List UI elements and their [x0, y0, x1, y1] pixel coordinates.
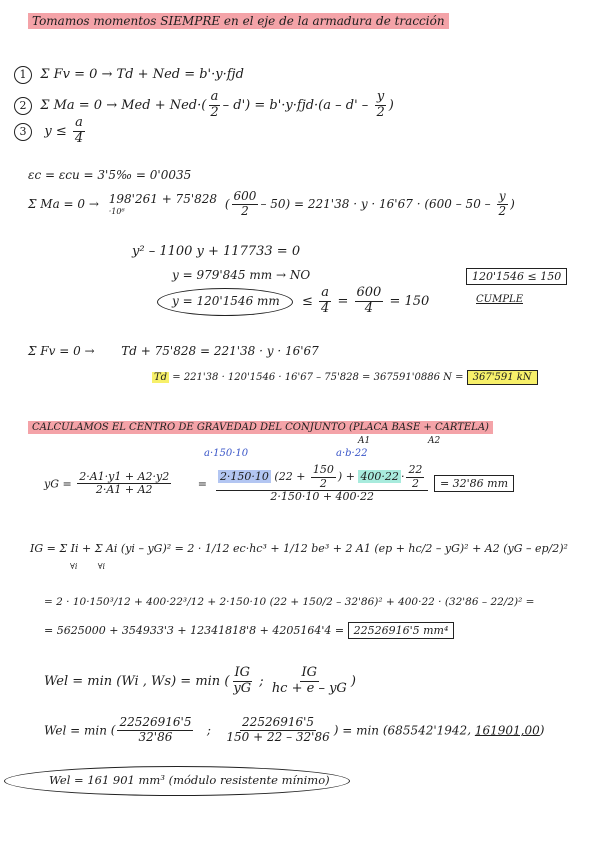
centroid-numeric-fraction	[216, 464, 429, 504]
fraction-a-over-2	[208, 90, 220, 121]
check-box-text: 120'1546 ≤ 150	[466, 268, 567, 285]
modulus-line-2: Wel = min ( $\frac{22526916'5}{32'86}$ ; $\frac{22526916'5}{150 + 22 - 32'86}$ ) = min (685542'1942, 161901,00)	[44, 715, 545, 744]
fraction-numerator: 150	[312, 463, 334, 476]
a2-text: A2	[428, 436, 441, 446]
fraction-numerator: a	[75, 115, 83, 130]
fraction-a-over-4	[319, 286, 331, 317]
fraction-denominator: 2	[241, 203, 249, 218]
inertia-line-1	[30, 542, 568, 555]
fraction-g1	[117, 716, 193, 745]
inertia-line-3	[44, 624, 454, 637]
fraction-150-over-2	[311, 464, 336, 490]
numerator-c: ) +	[337, 470, 359, 484]
numerator-d: 400·22	[360, 470, 399, 484]
strain-line	[28, 168, 191, 182]
header-title: Tomamos momentos SIEMPRE en el eje de la armadura de tracción	[28, 13, 449, 29]
td-lhs: Σ Fv = 0 →	[28, 344, 95, 358]
inertia-subscripts-text: ∀i ∀i	[70, 562, 106, 571]
fraction-ig-over-hc	[270, 666, 349, 697]
fraction-denominator: 150 + 22 – 32'86	[226, 729, 330, 744]
final-result-oval	[4, 766, 350, 796]
equation-2-part-b: – d'	[222, 97, 246, 113]
modulus-line-1: Wel = min (Wi , Ws) = min ( $\frac{IG}{yG}$ ; $\frac{IG}{hc + e - yG}$ )	[44, 665, 356, 696]
modulus-r2: 161901,00	[474, 723, 540, 738]
quadratic-equation	[132, 244, 300, 259]
a2-label	[428, 436, 440, 446]
fraction-numerator: 22526916'5	[242, 715, 315, 729]
numerator-b: (22 +	[274, 470, 309, 484]
td-label: Td	[154, 372, 168, 383]
modulus-separator: ;	[259, 673, 264, 689]
check-leq: ≤	[302, 293, 313, 309]
moment-value-block	[107, 193, 219, 216]
fraction-g2	[224, 716, 331, 745]
inertia-sum: = 5625000 + 354933'3 + 12341818'8 + 4205164'4 =	[44, 624, 345, 637]
fraction-denominator: 2	[319, 476, 327, 490]
numerator-a: 2·150·10	[219, 470, 269, 484]
inertia-result: 22526916'5 mm⁴	[348, 622, 455, 639]
number-circle-3: 3	[14, 123, 32, 141]
numerator-e: ·	[400, 470, 405, 484]
fraction-numerator: 600	[356, 285, 382, 300]
number-circle-1: 1	[14, 66, 32, 84]
fraction-numerator: a	[210, 89, 219, 104]
root-2-text: y = 120'1546 mm	[172, 294, 280, 308]
fraction-numerator: a	[321, 285, 330, 300]
cumple-text: CUMPLE	[476, 294, 523, 305]
fraction-y-over-2	[496, 190, 508, 219]
inertia-numeric: = 2 · 10·150³/12 + 400·22³/12 + 2·150·10 (22 + 150/2 – 32'86)² + 400·22 · (32'86 – 22/2)² =	[44, 596, 535, 608]
centroid-result: = 32'86 mm	[434, 475, 514, 492]
fraction-y-over-2	[374, 90, 386, 121]
blue-annotation-1-text: a·150·10	[204, 448, 249, 459]
moment-lhs: Σ Ma = 0 →	[28, 196, 99, 211]
equation-1-text: Σ Fv = 0 → Td + Ned = b'·y·fjd	[40, 67, 244, 82]
equation-2-part-d: )	[388, 97, 394, 113]
centroid-title-line	[28, 422, 493, 433]
equation-1	[14, 66, 244, 84]
fraction-denominator: hc + e – yG	[271, 680, 347, 696]
centroid-formula	[44, 464, 514, 504]
centroid-symbolic-fraction	[77, 471, 171, 497]
modulus-eq: = min	[342, 723, 380, 738]
moment-exponent: ·10⁶	[108, 206, 125, 216]
inertia-formula: IG = Σ Ii + Σ Ai (yi – yG)² = 2 · 1/12 ec·hc³ + 1/12 be³ + 2 A1 (ep + hc/2 – yG)² + A2 (yG – ep/2)²	[30, 542, 568, 555]
fraction-600-over-2	[232, 190, 259, 219]
blue-annotation-1	[204, 448, 248, 459]
fraction-denominator: 2	[376, 104, 385, 120]
td-result: 367'591 kN	[467, 370, 538, 385]
centroid-yg: yG =	[44, 477, 72, 491]
fraction-numerator: y	[376, 89, 385, 104]
equation-2-part-c: = b'·y·fjd·(a – d' –	[254, 97, 373, 113]
blue-annotation-2	[336, 448, 367, 459]
blue-annotation-2-text: a·b·22	[336, 448, 368, 459]
fraction-denominator: 2	[210, 104, 219, 120]
inertia-subscripts	[70, 562, 105, 571]
modulus-comma: ,	[467, 722, 472, 737]
header-title-line	[28, 14, 449, 28]
final-result-text: Wel = 161 901 mm³ (módulo resistente mínimo)	[49, 773, 330, 787]
fraction-denominator: 4	[364, 300, 374, 316]
moment-close: )	[510, 196, 515, 211]
centroid-numeric-denominator: 2·150·10 + 400·22	[270, 490, 375, 504]
check-box	[466, 270, 567, 283]
moment-paren: (600 – 50 –	[424, 196, 495, 211]
fraction-denominator: 4	[74, 130, 84, 146]
td-calculation	[152, 372, 538, 383]
fraction-a-over-4	[73, 116, 85, 147]
td-equation	[28, 344, 319, 358]
fraction-denominator: 32'86	[138, 729, 173, 744]
fraction-numerator: 22526916'5	[119, 715, 192, 729]
equation-3-text: y ≤	[44, 123, 67, 139]
equation-2: 2 Σ Ma = 0 → Med + Ned·( $\frac{a}{2}$ – d') = b'·y·fjd·(a – d' – $\frac{y}{2}$ )	[14, 90, 394, 121]
a1-text: A1	[358, 436, 371, 446]
equation-3	[14, 116, 87, 147]
number-circle-2: 2	[14, 97, 32, 115]
moment-value: 198'261 + 75'828	[108, 191, 218, 206]
td-expr: Td + 75'828 = 221'38 · y · 16'67	[121, 344, 319, 358]
fraction-denominator: 2·A1 + A2	[95, 483, 153, 497]
moment-equation: Σ Ma = 0 → 198'261 + 75'828 ·10⁶ ( $\frac{600}{2}$ – 50) = 221'38 · y · 16'67 · (600 – 50 – $\frac{y}{2}$ )	[28, 189, 515, 218]
fraction-numerator: IG	[234, 665, 251, 680]
centroid-eq: =	[197, 477, 207, 491]
cumple-label	[476, 294, 523, 305]
centroid-title: CALCULAMOS EL CENTRO DE GRAVEDAD DEL CONJUNTO (PLACA BASE + CARTELA)	[28, 421, 493, 434]
fraction-denominator: yG	[233, 680, 252, 696]
root-1	[172, 268, 310, 282]
fraction-numerator: IG	[301, 665, 318, 680]
fraction-22-over-2	[406, 464, 424, 490]
modulus-lhs-2: Wel = min	[44, 723, 107, 738]
moment-eq: = 221'38 · y · 16'67 ·	[294, 196, 421, 211]
root-check	[302, 286, 429, 317]
fraction-denominator: 2	[411, 476, 419, 490]
quadratic-text: y² – 1100 y + 117733 = 0	[132, 244, 301, 259]
equation-2-part-a: Σ Ma = 0 → Med + Ned·	[40, 97, 202, 113]
fraction-600-over-4	[355, 286, 384, 317]
fraction-numerator: 600	[233, 189, 257, 203]
fraction-denominator: 2	[498, 203, 507, 218]
check-eq: =	[337, 293, 349, 309]
fraction-ig-over-yg	[231, 666, 253, 697]
fraction-numerator: 2·A1·y1 + A2·y2	[79, 469, 170, 483]
check-result: = 150	[389, 293, 430, 309]
root-1-text: y = 979'845 mm → NO	[172, 268, 311, 282]
strain-text: εc = εcu = 3'5‰ = 0'0035	[28, 168, 192, 182]
modulus-r1: 685542'1942	[387, 723, 468, 738]
fraction-denominator: 4	[321, 300, 330, 316]
moment-minus-50: – 50	[260, 196, 286, 211]
inertia-line-2	[44, 596, 534, 608]
centroid-numeric-numerator	[216, 464, 429, 491]
fraction-numerator: 22	[408, 463, 423, 476]
modulus-lhs: Wel = min (Wi , Ws) = min	[44, 673, 221, 689]
fraction-numerator: y	[498, 189, 506, 203]
a1-label	[358, 436, 370, 446]
td-calc: = 221'38 · 120'1546 · 16'67 – 75'828 = 367591'0886 N =	[172, 372, 464, 383]
root-2-oval	[157, 288, 293, 316]
